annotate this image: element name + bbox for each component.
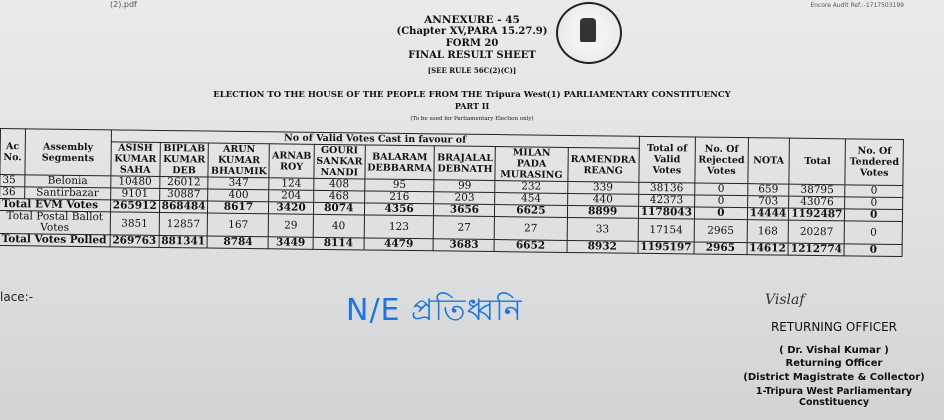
- vote-cell: 12857: [159, 212, 208, 236]
- vote-cell: 868484: [159, 200, 208, 213]
- sheet-title: FINAL RESULT SHEET: [408, 50, 536, 61]
- total-valid-cell: 42373: [638, 194, 694, 207]
- tendered-cell: 0: [845, 197, 903, 210]
- vote-cell: 454: [495, 193, 567, 206]
- vote-cell: 123: [364, 215, 434, 239]
- rule-ref: [SEE RULE 56C(2)(C)]: [427, 66, 517, 75]
- segment-cell: Belonia: [25, 175, 111, 188]
- total-cell: 1212774: [788, 243, 844, 256]
- total-valid-cell: 38136: [638, 182, 694, 195]
- vote-cell: 6652: [494, 240, 566, 253]
- results-table: [0, 128, 904, 257]
- vote-cell: 265912: [110, 200, 159, 213]
- vote-cell: 204: [269, 190, 314, 203]
- chapter-ref: (Chapter XV,PARA 15.27.9): [396, 26, 548, 37]
- vote-cell: 8784: [208, 236, 269, 249]
- ac-no-cell: 35: [0, 175, 25, 187]
- officer-constituency: 1-Tripura West Parliamentary Constituency: [755, 386, 913, 408]
- vote-cell: 881341: [159, 235, 208, 248]
- total-cell: 20287: [788, 220, 844, 244]
- vote-cell: 3420: [269, 202, 314, 215]
- total-cell: 38795: [789, 184, 845, 197]
- vote-cell: 27: [495, 217, 567, 241]
- nota-cell: 659: [747, 184, 789, 197]
- vote-cell: 8114: [313, 237, 364, 250]
- vote-cell: 8932: [567, 240, 638, 253]
- vote-cell: 6625: [495, 205, 567, 218]
- file-name-strip: (2).pdf: [110, 0, 137, 9]
- header-rejected: No. Of Rejected Votes: [695, 137, 748, 184]
- total-valid-cell: 17154: [638, 218, 694, 242]
- tendered-cell: 0: [845, 209, 903, 222]
- rejected-cell: 0: [694, 195, 747, 208]
- vote-cell: 269763: [110, 235, 159, 248]
- header-total: Total: [789, 138, 846, 185]
- vote-cell: 339: [567, 181, 638, 194]
- rejected-cell: 0: [695, 183, 748, 196]
- nota-cell: 168: [747, 220, 789, 244]
- candidate-header: RAMENDRA REANG: [567, 147, 639, 182]
- rejected-cell: 0: [694, 207, 747, 220]
- vote-cell: 400: [208, 189, 269, 202]
- vote-cell: 203: [434, 192, 495, 205]
- nota-cell: 14612: [747, 243, 789, 256]
- candidate-header: BRAJALAL DEBNATH: [434, 146, 495, 181]
- header-tendered: No. Of Tendered Votes: [845, 139, 903, 186]
- vote-cell: 8617: [208, 201, 269, 214]
- vote-cell: 4356: [364, 203, 434, 216]
- officer-name: ( Dr. Vishal Kumar ): [779, 345, 889, 356]
- rejected-cell: 2965: [694, 242, 747, 255]
- form-number: FORM 20: [445, 38, 499, 49]
- row-label: Total Postal Ballot Votes: [0, 210, 110, 234]
- vote-cell: 26012: [159, 176, 208, 189]
- vote-cell: 468: [313, 190, 364, 203]
- header-ac-no: Ac No.: [0, 129, 25, 175]
- annexure-title: ANNEXURE - 45: [424, 14, 520, 26]
- total-cell: 1192487: [789, 208, 845, 221]
- vote-cell: 30887: [159, 188, 208, 201]
- vote-cell: 4479: [364, 238, 434, 251]
- total-valid-cell: 1178043: [638, 206, 694, 219]
- vote-cell: 216: [364, 191, 434, 204]
- audit-ref: Encore Audit Ref.:-1717503199: [810, 2, 904, 9]
- returning-officer-title: RETURNING OFFICER: [770, 320, 898, 334]
- header-valid-votes-group: No of Valid Votes Cast in favour of: [111, 130, 639, 148]
- vote-cell: 9101: [110, 188, 159, 201]
- vote-cell: 232: [495, 181, 567, 194]
- vote-cell: 99: [434, 180, 495, 193]
- candidate-header: BIPLAB KUMAR DEB: [160, 142, 209, 177]
- vote-cell: 33: [567, 217, 638, 241]
- candidate-header: BALARAM DEBBARMA: [365, 145, 435, 180]
- vote-cell: 408: [313, 178, 364, 191]
- candidate-header: ARNAB ROY: [269, 144, 314, 179]
- rejected-cell: 2965: [694, 219, 747, 243]
- use-note: (To be used for Parliamentary Election only): [410, 116, 534, 122]
- officer-role: Returning Officer: [785, 358, 883, 369]
- vote-cell: 440: [567, 193, 638, 206]
- vote-cell: 40: [313, 214, 364, 238]
- vote-cell: 124: [269, 178, 314, 191]
- vote-cell: 3683: [433, 239, 494, 252]
- nota-cell: 14444: [747, 208, 789, 221]
- nota-cell: 703: [747, 196, 789, 209]
- place-label: lace:-: [0, 290, 34, 304]
- candidate-header: GOURI SANKAR NANDI: [314, 144, 365, 179]
- tendered-cell: 0: [844, 244, 902, 257]
- vote-cell: 3656: [434, 204, 495, 217]
- total-cell: 43076: [789, 196, 845, 209]
- election-title: ELECTION TO THE HOUSE OF THE PEOPLE FROM THE Tripura West(1) PARLIAMENTARY CONSTITUENCY: [213, 90, 731, 100]
- watermark-text: N/E প্রতিধ্বনি: [346, 293, 523, 328]
- vote-cell: 3449: [268, 237, 313, 250]
- header-nota: NOTA: [748, 138, 790, 185]
- vote-cell: 8074: [313, 202, 364, 215]
- segment-cell: Santirbazar: [24, 187, 110, 200]
- tendered-cell: 0: [845, 185, 903, 198]
- vote-cell: 167: [208, 213, 269, 237]
- tendered-cell: 0: [845, 221, 903, 245]
- signature: Vislaf: [765, 292, 805, 308]
- header-assembly-segments: Assembly Segments: [25, 129, 112, 176]
- part-title: PART II: [454, 101, 490, 111]
- officer-designation: (District Magistrate & Collector): [743, 372, 925, 383]
- vote-cell: 29: [269, 214, 314, 238]
- vote-cell: 95: [365, 179, 435, 192]
- vote-cell: 27: [434, 216, 495, 240]
- vote-cell: 3851: [110, 212, 159, 236]
- ac-no-cell: 36: [0, 187, 25, 199]
- vote-cell: 347: [208, 177, 269, 190]
- vote-cell: 8899: [567, 205, 638, 218]
- candidate-header: ASISH KUMAR SAHA: [111, 142, 160, 177]
- row-label: Total EVM Votes: [0, 199, 110, 212]
- candidate-header: MILAN PADA MURASING: [495, 147, 568, 182]
- row-label: Total Votes Polled: [0, 233, 110, 246]
- total-valid-cell: 1195197: [638, 241, 694, 254]
- header-total-valid: Total of Valid Votes: [639, 136, 696, 183]
- vote-cell: 10480: [111, 176, 160, 189]
- candidate-header: ARUN KUMAR BHAUMIK: [208, 143, 269, 178]
